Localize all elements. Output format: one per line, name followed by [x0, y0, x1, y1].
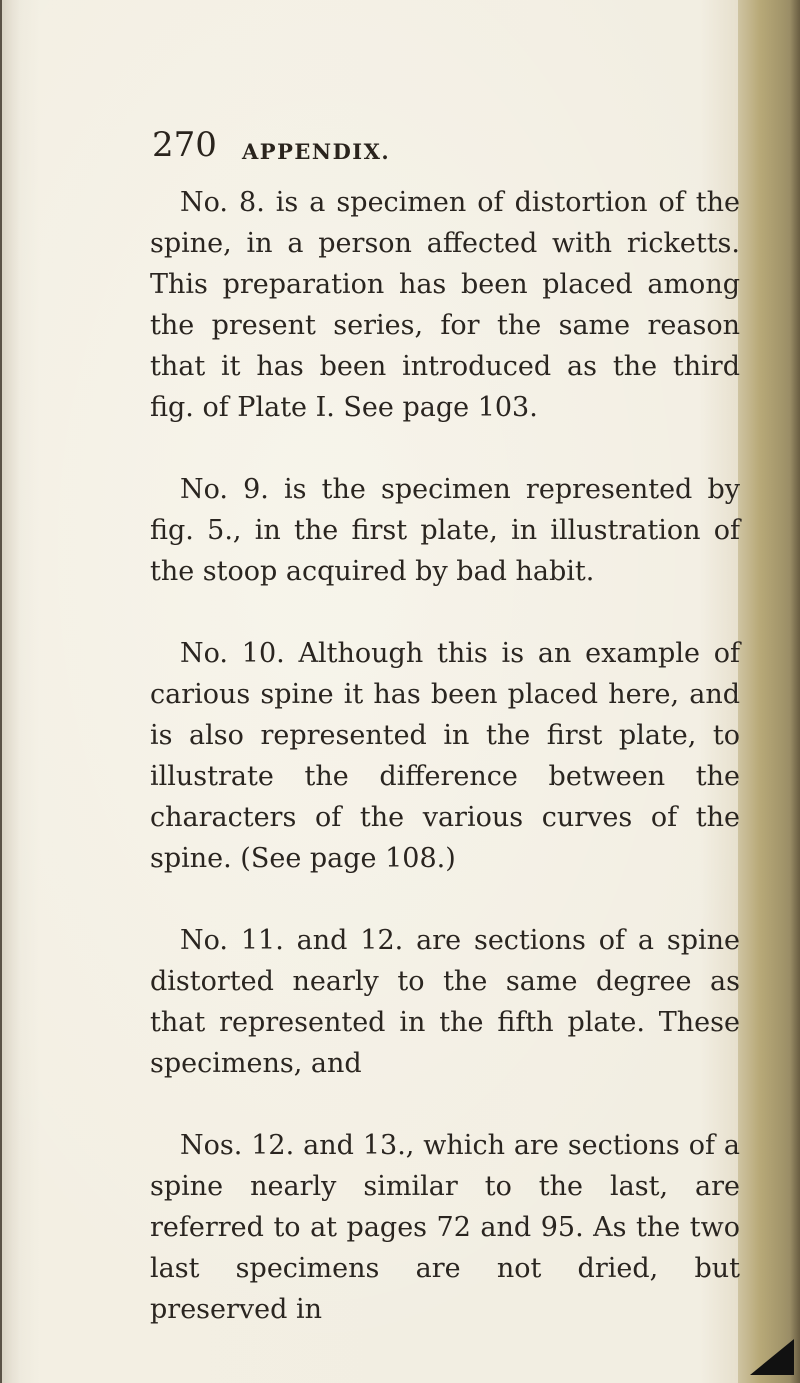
paragraph-no-8: No. 8. is a specimen of distortion of the spine, in a person affected with ricketts. This preparation has been placed among the present series, for the same reason that it has been introduced as the third fig. of Plate I. See page 103. [150, 187, 740, 423]
page-edge-shadow [790, 0, 800, 1383]
paragraph-nos-12-13: Nos. 12. and 13., which are sections of a spine nearly similar to the last, are referred to at pages 72 and 95. As the two last specimens are not dried, but preserved in [150, 1130, 740, 1325]
page-left-edge [0, 0, 20, 1383]
page-number: 270 [152, 125, 217, 165]
paragraph-no-10: No. 10. Although this is an example of carious spine it has been placed here, and is also represented in the first plate, to illustrate the difference between the characters of the various curves of the spine. (See page 108.) [150, 638, 740, 874]
paragraph-no-11-12: No. 11. and 12. are sections of a spine distorted nearly to the same degree as that represented in the fifth plate. These specimens, and [150, 925, 740, 1079]
running-head: APPENDIX. [242, 139, 391, 164]
paragraph-no-9: No. 9. is the specimen represented by fig. 5., in the first plate, in illustration of the stoop acquired by bad habit. [150, 474, 740, 587]
corner-mark [750, 1339, 794, 1375]
page-header [152, 125, 712, 168]
page-body [150, 182, 740, 1371]
